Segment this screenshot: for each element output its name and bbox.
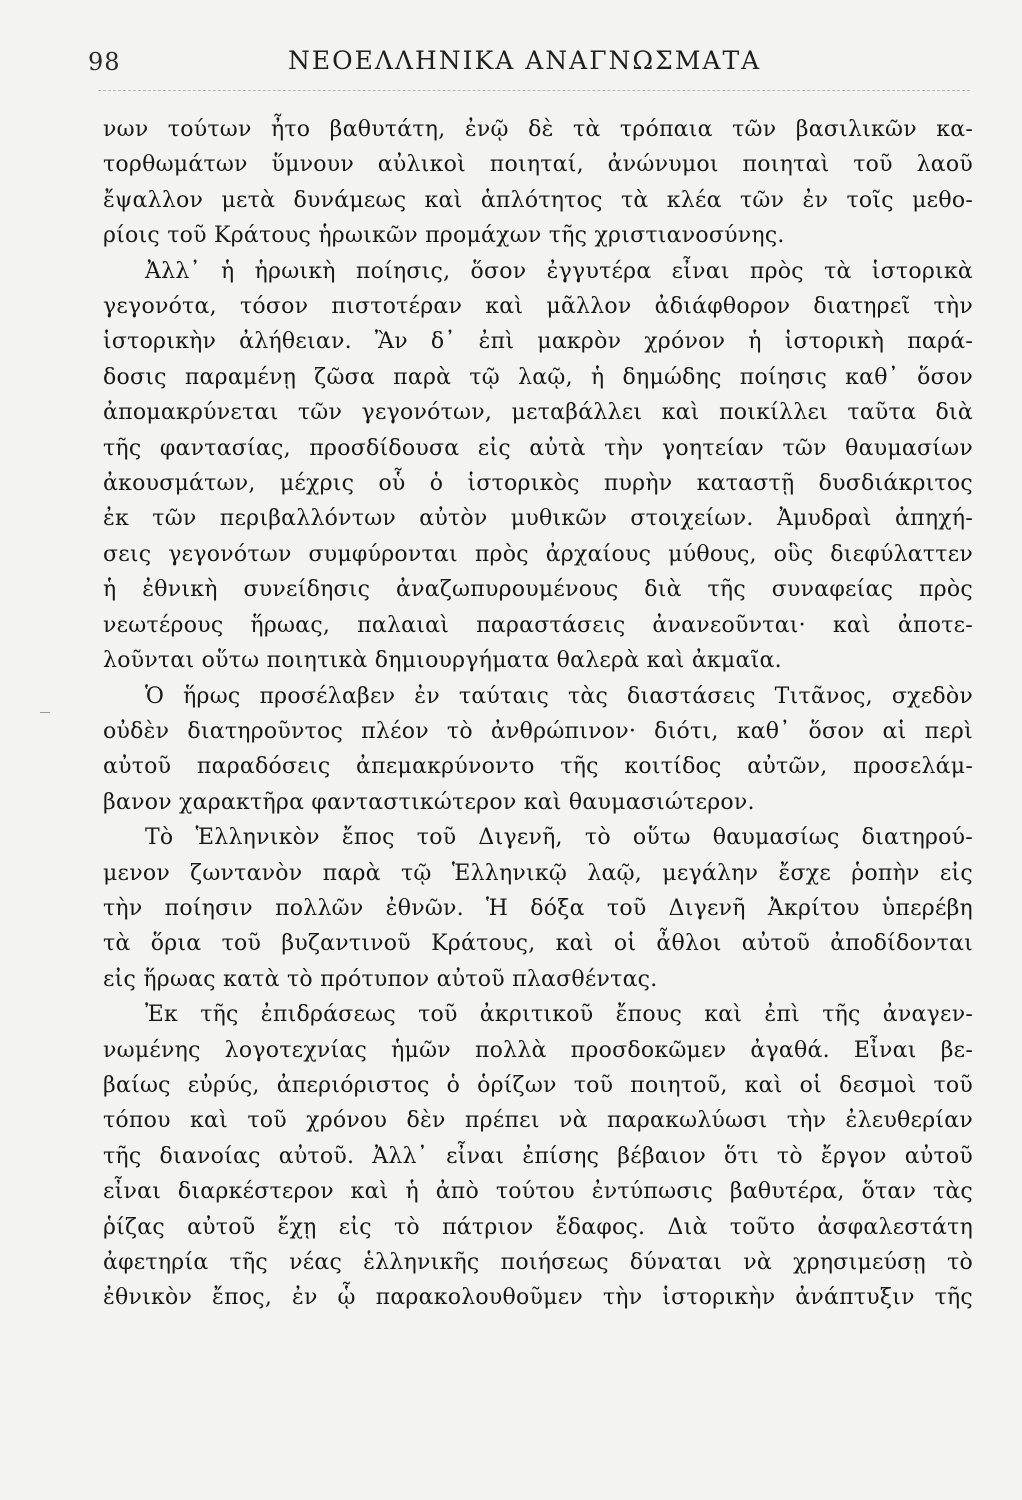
text-line: ῥίζας αὐτοῦ ἔχῃ εἰς τὸ πάτριον ἔδαφος. Διὰ τοῦτο ἀσφαλεστάτη	[103, 1214, 973, 1240]
text-line: τὰ ὅρια τοῦ βυζαντινοῦ Κράτους, καὶ οἱ ἆθλοι αὐτοῦ ἀποδίδονται	[103, 931, 973, 957]
text-line: εἶναι διαρκέστερον καὶ ἡ ἀπὸ τούτου ἐντύπωσις βαθυτέρα, ὅταν τὰς	[103, 1179, 973, 1205]
text-line: οὐδὲν διατηροῦντος πλέον τὸ ἀνθρώπινον· διότι, καθ᾽ ὅσον αἱ περὶ	[103, 718, 973, 744]
text-line: ρίοις τοῦ Κράτους ἡρωικῶν προμάχων τῆς χριστιανοσύνης.	[103, 223, 785, 249]
header-rule	[98, 90, 970, 91]
text-line: ἀφετηρία τῆς νέας ἑλληνικῆς ποιήσεως δύναται νὰ χρησιμεύσῃ τὸ	[103, 1250, 973, 1275]
text-line: ἡ ἐθνικὴ συνείδησις ἀναζωπυρουμένους διὰ τῆς συναφείας πρὸς	[103, 577, 973, 603]
text-line: βανον χαρακτῆρα φανταστικώτερον καὶ θαυμασιώτερον.	[103, 789, 755, 815]
text-line: λοῦνται οὕτω ποιητικὰ δημιουργήματα θαλερὰ καὶ ἀκμαῖα.	[103, 648, 782, 674]
text-line: ἀκουσμάτων, μέχρις οὗ ὁ ἱστορικὸς πυρὴν καταστῇ δυσδιάκριτος	[103, 471, 973, 497]
text-line: γεγονότα, τόσον πιστοτέραν καὶ μᾶλλον ἀδιάφθορον διατηρεῖ τὴν	[103, 294, 973, 320]
text-line: Ἐκ τῆς ἐπιδράσεως τοῦ ἀκριτικοῦ ἔπους καὶ ἐπὶ τῆς ἀναγεν-	[145, 1002, 973, 1028]
text-line: τῆς διανοίας αὐτοῦ. Ἀλλ᾽ εἶναι ἐπίσης βέβαιον ὅτι τὸ ἔργον αὐτοῦ	[103, 1143, 973, 1169]
text-line: ἐκ τῶν περιβαλλόντων αὐτὸν μυθικῶν στοιχείων. Ἀμυδραὶ ἀπηχή-	[103, 506, 973, 532]
text-line: ἐθνικὸν ἔπος, ἐν ᾧ παρακολουθοῦμεν τὴν ἱστορικὴν ἀνάπτυξιν τῆς	[103, 1285, 973, 1311]
text-line: δοσις παραμένῃ ζῶσα παρὰ τῷ λαῷ, ἡ δημώδης ποίησις καθ᾽ ὅσον	[103, 364, 973, 390]
text-line: τὴν ποίησιν πολλῶν ἐθνῶν. Ἡ δόξα τοῦ Διγενῆ Ἀκρίτου ὑπερέβη	[103, 895, 973, 921]
text-line: βαίως εὐρύς, ἀπεριόριστος ὁ ὁρίζων τοῦ ποιητοῦ, καὶ οἱ δεσμοὶ τοῦ	[103, 1072, 973, 1098]
text-line: ἔψαλλον μετὰ δυνάμεως καὶ ἁπλότητος τὰ κλέα τῶν ἐν τοῖς μεθο-	[103, 187, 973, 213]
text-line: νεωτέρους ἥρωας, παλαιαὶ παραστάσεις ἀνανεοῦνται· καὶ ἀποτε-	[103, 612, 973, 638]
text-line: τόπου καὶ τοῦ χρόνου δὲν πρέπει νὰ παρακωλύωσι τὴν ἐλευθερίαν	[103, 1108, 973, 1134]
text-line: ἀπομακρύνεται τῶν γεγονότων, μεταβάλλει καὶ ποικίλλει ταῦτα διὰ	[103, 400, 973, 426]
text-line: Ὁ ἥρως προσέλαβεν ἐν ταύταις τὰς διαστάσεις Τιτᾶνος, σχεδὸν	[145, 683, 973, 709]
page-header	[88, 42, 968, 82]
text-line: τορθωμάτων ὕμνουν αὐλικοὶ ποιηταί, ἀνώνυμοι ποιηταὶ τοῦ λαοῦ	[103, 152, 973, 178]
text-line: Ἀλλ᾽ ἡ ἡρωικὴ ποίησις, ὅσον ἐγγυτέρα εἶναι πρὸς τὰ ἱστορικὰ	[145, 258, 973, 284]
text-line: νωμένης λογοτεχνίας ἡμῶν πολλὰ προσδοκῶμεν ἀγαθά. Εἶναι βε-	[103, 1037, 973, 1063]
margin-mark	[40, 712, 50, 713]
text-line: ἱστορικὴν ἀλήθειαν. Ἂν δ᾽ ἐπὶ μακρὸν χρόνον ἡ ἱστορικὴ παρά-	[103, 329, 973, 355]
text-line: σεις γεγονότων συμφύρονται πρὸς ἀρχαίους μύθους, οὓς διεφύλαττεν	[103, 541, 973, 567]
text-line: εἰς ἥρωας κατὰ τὸ πρότυπον αὐτοῦ πλασθέντας.	[103, 966, 658, 992]
text-line: μενον ζωντανὸν παρὰ τῷ Ἑλληνικῷ λαῷ, μεγάλην ἔσχε ῥοπὴν εἰς	[103, 860, 973, 886]
text-line: αὐτοῦ παραδόσεις ἀπεμακρύνοντο τῆς κοιτίδος αὐτῶν, προσελάμ-	[103, 754, 973, 780]
text-line: νων τούτων ἦτο βαθυτάτη, ἐνῷ δὲ τὰ τρόπαια τῶν βασιλικῶν κα-	[103, 117, 973, 142]
text-line: Τὸ Ἑλληνικὸν ἔπος τοῦ Διγενῆ, τὸ οὕτω θαυμασίως διατηρού-	[145, 825, 973, 851]
running-title: ΝΕΟΕΛΛΗΝΙΚΑ ΑΝΑΓΝΩΣΜΑΤΑ	[288, 46, 762, 75]
page-number: 98	[88, 48, 121, 76]
body-text	[103, 112, 973, 1316]
text-line: τῆς φαντασίας, προσδίδουσα εἰς αὐτὰ τὴν γοητείαν τῶν θαυμασίων	[103, 435, 973, 461]
